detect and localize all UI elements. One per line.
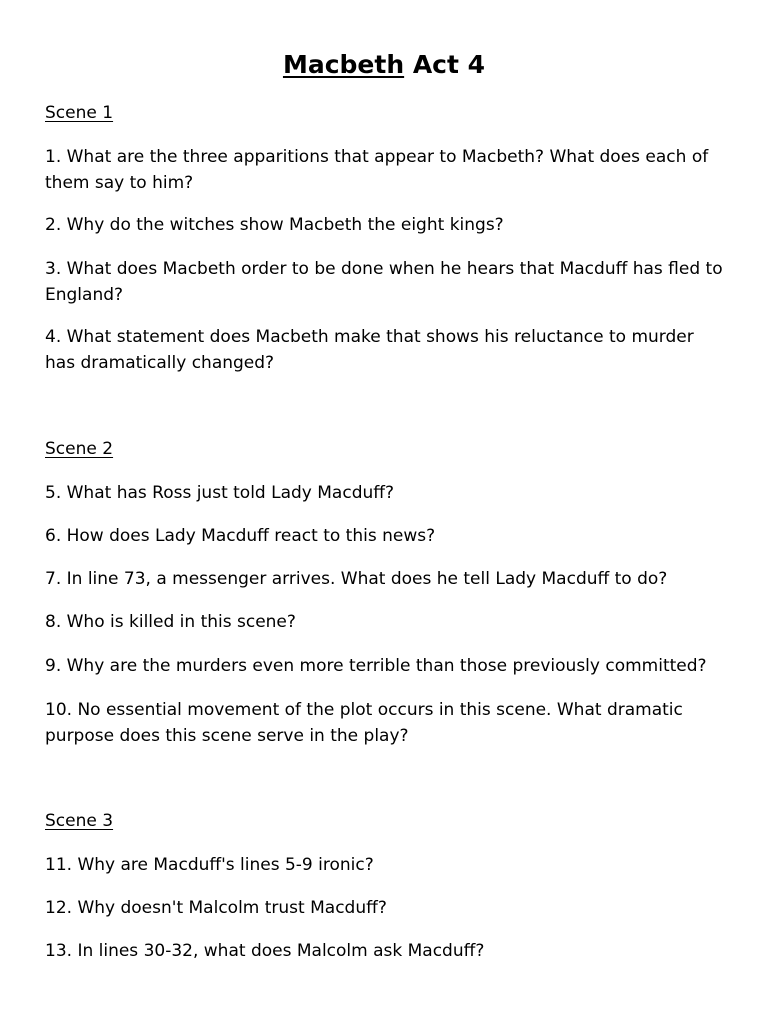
question-7: 7. In line 73, a messenger arrives. What does he tell Lady Macduff to do? <box>45 569 668 589</box>
scene-1-heading: Scene 1 <box>45 103 114 123</box>
question-10: 10. No essential movement of the plot occurs in this scene. What dramatic purpose does this scene serve in the play? <box>45 700 683 746</box>
scene-3-heading: Scene 3 <box>45 811 114 831</box>
question-11: 11. Why are Macduff's lines 5-9 ironic? <box>45 855 374 875</box>
question-1: 1. What are the three apparitions that appear to Macbeth? What does each of them say to him? <box>45 147 709 193</box>
question-4: 4. What statement does Macbeth make that shows his reluctance to murder has dramatically changed? <box>45 327 694 373</box>
page-title <box>0 48 768 82</box>
question-8: 8. Who is killed in this scene? <box>45 612 296 632</box>
question-6: 6. How does Lady Macduff react to this news? <box>45 526 436 546</box>
question-9: 9. Why are the murders even more terrible than those previously committed? <box>45 656 707 676</box>
question-13: 13. In lines 30-32, what does Malcolm ask Macduff? <box>45 941 485 961</box>
scene-2-heading: Scene 2 <box>45 439 114 459</box>
question-2: 2. Why do the witches show Macbeth the eight kings? <box>45 215 504 235</box>
title-play-name: Macbeth <box>282 50 405 79</box>
question-5: 5. What has Ross just told Lady Macduff? <box>45 483 394 503</box>
title-act: Act 4 <box>404 50 486 79</box>
question-3: 3. What does Macbeth order to be done when he hears that Macduff has fled to England? <box>45 259 723 305</box>
question-12: 12. Why doesn't Malcolm trust Macduff? <box>45 898 387 918</box>
